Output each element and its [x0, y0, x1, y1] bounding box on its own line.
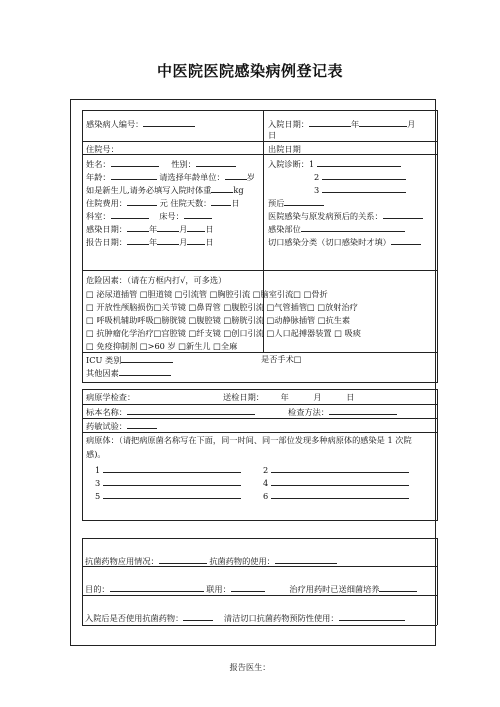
page-title: 中医院医院感染病例登记表 [156, 62, 343, 80]
diagnosis-row-3: 3 [314, 185, 406, 194]
other-factors-row: 其他因素 [86, 368, 171, 377]
risk-row[interactable]: □ 呼吸机辅助呼吸□膀胱镜 □腹腔镜 □膀胱引流 □动静脉插管 □抗生素 [86, 315, 351, 325]
risk-row[interactable]: □ 泌尿道插管 □胆道镜 □引流管 □胸腔引流 □脑室引流□ □骨折 [86, 289, 328, 299]
dept-bed-row: 科室： 床号： [86, 211, 212, 220]
newborn-weight-row: 如是新生儿,请务必填写入院时体重 kg [86, 185, 244, 195]
organism-slot[interactable]: 2 [263, 465, 409, 474]
organism-slot[interactable]: 4 [263, 478, 409, 487]
reporter-signature: 报告医生： [229, 662, 271, 672]
incision-row: 切口感染分类（切口感染时才填） [268, 237, 421, 246]
icu-row: ICU 类别 [86, 355, 173, 364]
antibiotic-usage-row: 抗菌药物应用情况： 抗菌药物的使用： [85, 556, 337, 565]
form-frame [70, 99, 436, 646]
risk-section [82, 270, 438, 383]
send-date-row: 送检日期： 年 月 日 [223, 392, 355, 402]
susceptibility-row: 药敏试验： [86, 421, 157, 430]
cost-days-row: 住院费用： 元 住院天数： 日 [86, 198, 240, 208]
purpose-row: 目的： 联用： 治疗用药时已送细菌培养 [85, 584, 417, 593]
specimen-row: 标本名称： [86, 407, 255, 416]
prognosis-row: 预后 [268, 198, 324, 207]
age-row: 年龄： 请选择年龄单位： 岁 [86, 172, 255, 182]
diagnosis-row-2: 2 [314, 172, 406, 181]
surgery-checkbox[interactable]: 是否手术□ [261, 354, 302, 364]
discharge-date-field[interactable]: 出院日期 [268, 144, 301, 154]
after-admit-row: 入院后是否使用抗菌药物： 清洁切口抗菌药物预防性使用： [85, 613, 405, 622]
risk-row[interactable]: □ 抗肿瘤化学治疗□宫腔镜 □纤支镜 □创口引流 □人口起搏器装置 □ 吸痰 [86, 328, 361, 338]
report-date-row: 报告日期： 年 月 日 [86, 237, 214, 247]
risk-heading: 危险因素：（请在方框内打√，可多选） [86, 275, 227, 285]
diagnosis-row-1: 入院诊断：1 [268, 159, 401, 168]
risk-row[interactable]: □ 免疫抑制剂 □>60 岁 □新生儿 □全麻 [86, 341, 238, 351]
organism-note-end: 感)。 [86, 449, 106, 459]
patient-id-field[interactable]: 感染病人编号： [86, 119, 195, 128]
admit-day-unit: 日 [268, 130, 277, 140]
organism-note: 病原体：（请把病原菌名称写在下面，同一时间、同一部位发现多种病原体的感染是 1 次院 [86, 435, 412, 445]
organism-slot[interactable]: 5 [95, 491, 241, 500]
admit-date-row: 入院日期： 年 月 [268, 119, 416, 129]
exam-row: 病原学检查： [86, 392, 136, 402]
risk-row[interactable]: □ 开放性颅脑损伤□关节镜 □鼻胃管 □腹腔引流 □气管插管□ □放射治疗 [86, 302, 358, 312]
infect-date-row: 感染日期： 年 月 日 [86, 224, 214, 234]
hospital-no-field[interactable]: 住院号： [86, 144, 119, 154]
relation-row: 医院感染与原发病预后的关系： [268, 211, 423, 220]
organism-slot[interactable]: 3 [95, 478, 241, 487]
organism-slot[interactable]: 1 [95, 465, 241, 474]
organism-slot[interactable]: 6 [263, 491, 409, 500]
method-row: 检查方法： [288, 407, 397, 416]
pathogen-section [82, 389, 438, 521]
site-row: 感染部位 [268, 224, 405, 233]
name-sex-row: 姓名： 性别： [86, 159, 236, 168]
